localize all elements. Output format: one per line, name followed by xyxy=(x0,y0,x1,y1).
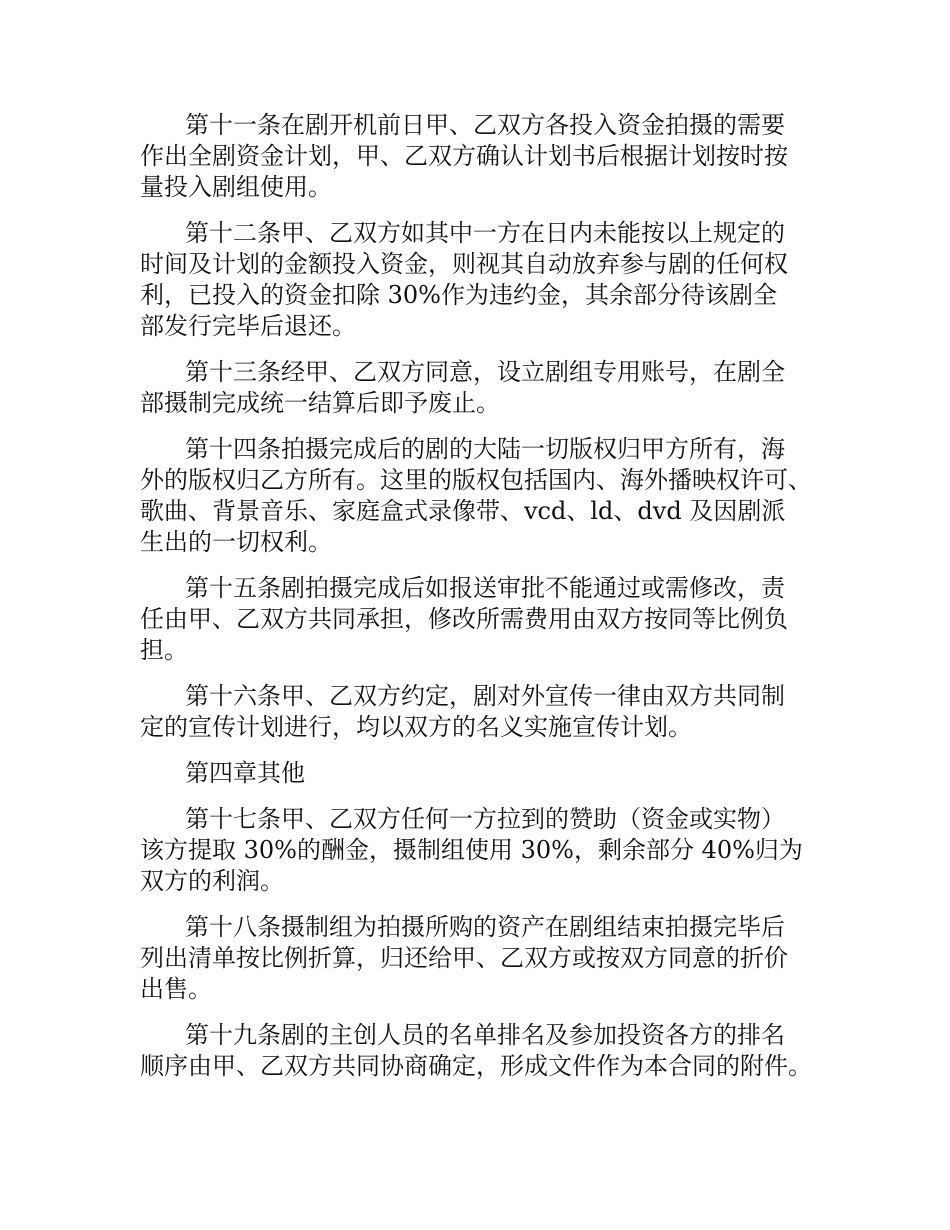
clause-18 xyxy=(140,912,830,1005)
text-line: 顺序由甲、乙双方共同协商确定，形成文件作为本合同的附件。 xyxy=(140,1052,812,1080)
text-line: 双方的利润。 xyxy=(140,867,284,895)
text-line: 生出的一切权利。 xyxy=(140,528,332,556)
text-line: 第十四条拍摄完成后的剧的大陆一切版权归甲方所有，海 xyxy=(185,435,785,463)
text-line: 作出全剧资金计划，甲、乙双方确认计划书后根据计划按时按 xyxy=(140,142,788,170)
text-line: 定的宣传计划进行，均以双方的名义实施宣传计划。 xyxy=(140,713,692,741)
text-line: 外的版权归乙方所有。这里的版权包括国内、海外播映权许可、 xyxy=(140,466,812,494)
clause-16 xyxy=(140,681,830,743)
text-line: 任由甲、乙双方共同承担，修改所需费用由双方按同等比例负 xyxy=(140,605,788,633)
text-line: 第十一条在剧开机前日甲、乙双方各投入资金拍摄的需要 xyxy=(185,111,785,139)
clause-15 xyxy=(140,573,830,666)
text-line: 第十六条甲、乙双方约定，剧对外宣传一律由双方共同制 xyxy=(185,682,785,710)
chapter-4-heading xyxy=(140,758,830,789)
text-line: 歌曲、背景音乐、家庭盒式录像带、vcd、ld、dvd 及因剧派 xyxy=(140,497,786,525)
text-line: 第十九条剧的主创人员的名单排名及参加投资各方的排名 xyxy=(185,1021,785,1049)
clause-11 xyxy=(140,110,830,203)
text-line: 利，已投入的资金扣除 30%作为违约金，其余部分待该剧全 xyxy=(140,281,777,309)
clause-13 xyxy=(140,357,830,419)
text-line: 部发行完毕后退还。 xyxy=(140,312,356,340)
text-line: 第十三条经甲、乙双方同意，设立剧组专用账号，在剧全 xyxy=(185,358,785,386)
clause-14 xyxy=(140,434,830,558)
text-line: 出售。 xyxy=(140,975,212,1003)
clause-17 xyxy=(140,804,830,897)
text-line: 第十二条甲、乙双方如其中一方在日内未能按以上规定的 xyxy=(185,219,785,247)
text-line: 第四章其他 xyxy=(185,759,305,787)
text-line: 列出清单按比例折算，归还给甲、乙双方或按双方同意的折价 xyxy=(140,944,788,972)
text-line: 部摄制完成统一结算后即予废止。 xyxy=(140,389,500,417)
text-line: 第十五条剧拍摄完成后如报送审批不能通过或需修改，责 xyxy=(185,574,785,602)
text-line: 第十七条甲、乙双方任何一方拉到的赞助（资金或实物） xyxy=(185,805,785,833)
text-line: 该方提取 30%的酬金，摄制组使用 30%，剩余部分 40%归为 xyxy=(140,836,803,864)
text-line: 第十八条摄制组为拍摄所购的资产在剧组结束拍摄完毕后 xyxy=(185,913,785,941)
text-line: 担。 xyxy=(140,636,188,664)
clause-19 xyxy=(140,1020,830,1082)
document-page xyxy=(140,110,830,1097)
text-line: 时间及计划的金额投入资金，则视其自动放弃参与剧的任何权 xyxy=(140,250,788,278)
text-line: 量投入剧组使用。 xyxy=(140,173,332,201)
clause-12 xyxy=(140,218,830,342)
